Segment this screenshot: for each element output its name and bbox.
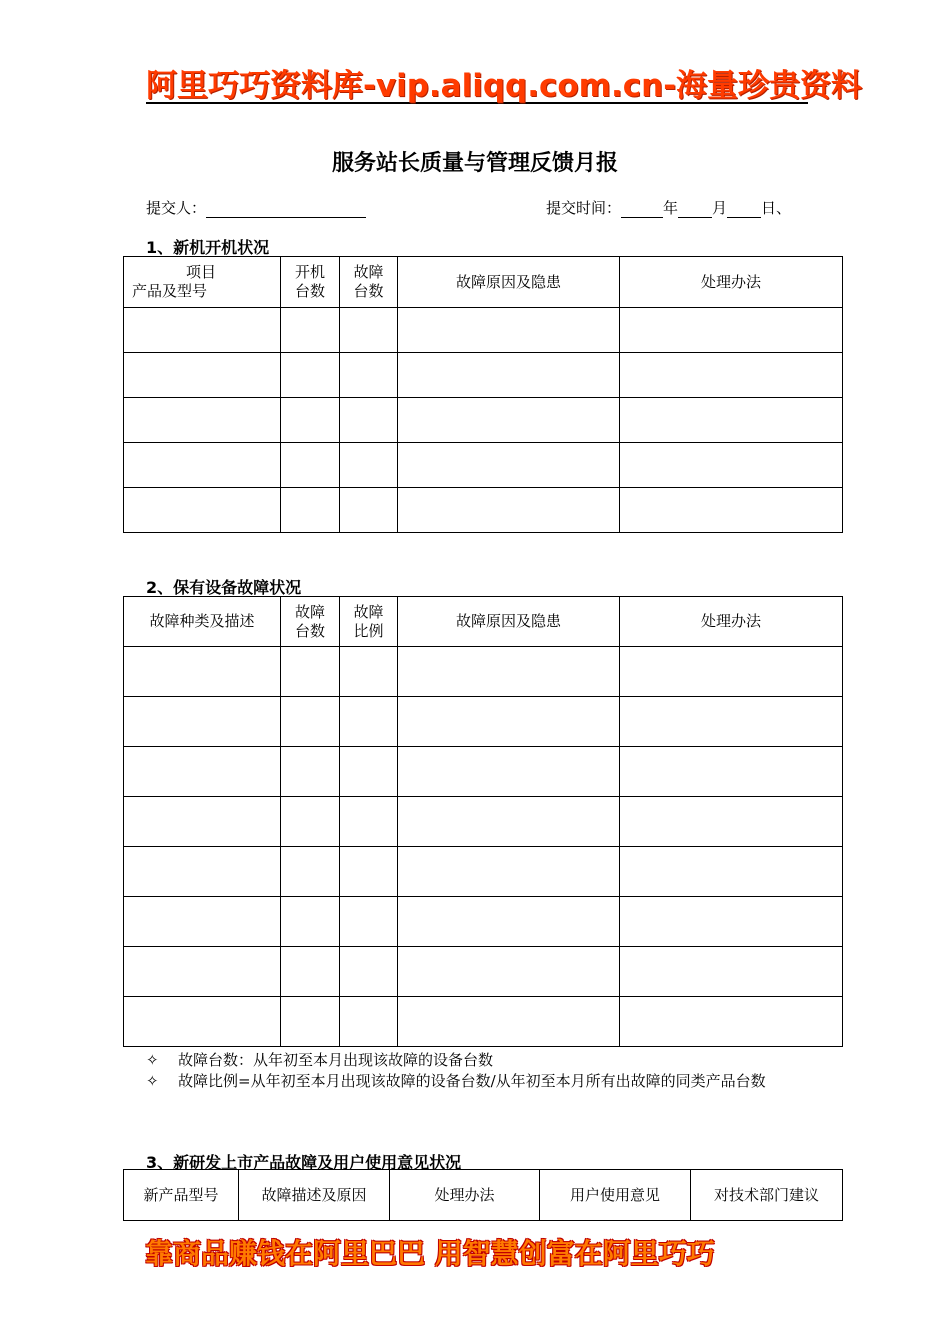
table-cell[interactable] [398,747,620,797]
header-fault-type: 故障种类及描述 [124,597,281,647]
section3-table [123,1169,843,1221]
month-blank[interactable] [678,203,712,218]
table-cell[interactable] [398,897,620,947]
section2-table [123,596,843,1047]
page-title: 服务站长质量与管理反馈月报 [331,151,618,176]
header-startup-l1: 开机 [294,263,325,281]
table-cell[interactable] [124,947,281,997]
bottom-banner: 靠商品赚钱在阿里巴巴 用智慧创富在阿里巧巧 [145,1237,715,1270]
table-cell[interactable] [124,353,281,398]
header-solution: 处理办法 [620,597,843,647]
table-row [124,443,843,488]
table-cell[interactable] [398,797,620,847]
table-cell[interactable] [620,797,843,847]
table-header-row [124,257,843,308]
table-row [124,398,843,443]
top-banner-text: 阿里巧巧资料库-vip.aliqq.com.cn-海量珍贵资料 [146,68,863,104]
header-fault-count-l2: 台数 [294,621,325,640]
table-cell[interactable] [281,847,340,897]
header-startup-l2: 台数 [294,282,325,300]
table-cell[interactable] [398,647,620,697]
table-row [124,947,843,997]
table-header-row [124,1170,843,1221]
table-cell[interactable] [620,398,843,443]
table-cell[interactable] [124,897,281,947]
table-cell[interactable] [281,997,340,1047]
table-cell[interactable] [620,847,843,897]
table-cell[interactable] [398,353,620,398]
section3-title: 3、新研发上市产品故障及用户使用意见状况 [146,1153,462,1172]
day-blank[interactable] [727,203,761,218]
table-cell[interactable] [620,697,843,747]
table-cell[interactable] [124,308,281,353]
note-text: 故障比例=从年初至本月出现该故障的设备台数/从年初至本月所有出故障的同类产品台数 [178,1072,766,1090]
table-cell[interactable] [124,398,281,443]
table-row [124,747,843,797]
header-new-model: 新产品型号 [124,1170,239,1221]
table-cell[interactable] [398,997,620,1047]
table-cell[interactable] [281,897,340,947]
table-cell[interactable] [620,997,843,1047]
table-row [124,353,843,398]
header-tech-suggestion: 对技术部门建议 [691,1170,843,1221]
table-cell[interactable] [340,398,398,443]
submit-time-field [546,197,791,218]
header-solution: 处理办法 [620,257,843,308]
top-banner [146,58,863,104]
table-cell[interactable] [398,443,620,488]
table-cell[interactable] [340,308,398,353]
table-cell[interactable] [124,847,281,897]
notes [146,1050,826,1092]
table-cell[interactable] [398,488,620,533]
header-fault-desc: 故障描述及原因 [239,1170,390,1221]
table-cell[interactable] [340,947,398,997]
diamond-bullet-icon: ✧ [146,1051,159,1069]
submitter-field [146,197,366,218]
table-cell[interactable] [124,997,281,1047]
table-cell[interactable] [281,308,340,353]
table-cell[interactable] [398,398,620,443]
table-cell[interactable] [620,897,843,947]
table-cell[interactable] [620,443,843,488]
table-cell[interactable] [340,847,398,897]
header-fault-count [281,597,340,647]
table-cell[interactable] [340,488,398,533]
table-cell[interactable] [398,697,620,747]
table-cell[interactable] [281,488,340,533]
table-cell[interactable] [124,647,281,697]
header-fault-ratio-l2: 比例 [353,621,384,640]
table-cell[interactable] [124,697,281,747]
note-fault-count [146,1050,826,1071]
table-cell[interactable] [340,997,398,1047]
table-row [124,997,843,1047]
header-fault-l1: 故障 [353,263,384,281]
header-product-label: 产品及型号 [132,282,208,300]
table-cell[interactable] [281,797,340,847]
table-row [124,847,843,897]
table-cell[interactable] [340,747,398,797]
table-cell[interactable] [281,353,340,398]
header-fault-count-l1: 故障 [294,602,325,621]
table-cell[interactable] [281,947,340,997]
header-solution: 处理办法 [390,1170,540,1221]
table-cell[interactable] [340,797,398,847]
header-item-product [124,257,281,308]
table-row [124,797,843,847]
table-cell[interactable] [281,747,340,797]
submitter-blank[interactable] [206,203,366,218]
header-startup-count [281,257,340,308]
table-cell[interactable] [340,647,398,697]
table-row [124,697,843,747]
table-cell[interactable] [124,443,281,488]
year-blank[interactable] [621,203,663,218]
table-cell[interactable] [620,488,843,533]
note-fault-ratio [146,1071,826,1092]
table-row [124,897,843,947]
day-label: 日、 [761,199,792,217]
table-cell[interactable] [620,308,843,353]
table-row [124,647,843,697]
month-label: 月 [712,199,728,217]
header-user-feedback: 用户使用意见 [540,1170,691,1221]
table-cell[interactable] [281,697,340,747]
header-fault-count [340,257,398,308]
note-text: 故障台数：从年初至本月出现该故障的设备台数 [178,1051,494,1069]
section1-table [123,256,843,533]
table-cell[interactable] [398,947,620,997]
header-fault-ratio [340,597,398,647]
table-cell[interactable] [340,353,398,398]
table-row [124,308,843,353]
table-cell[interactable] [620,353,843,398]
table-cell[interactable] [620,647,843,697]
header-item-label: 项目 [186,263,217,281]
table-cell[interactable] [620,947,843,997]
table-cell[interactable] [124,797,281,847]
header-fault-ratio-l1: 故障 [353,602,384,621]
table-cell[interactable] [620,747,843,797]
table-header-row [124,597,843,647]
submit-time-label: 提交时间： [546,199,622,217]
section1-title: 1、新机开机状况 [146,238,270,257]
table-cell[interactable] [124,488,281,533]
table-cell[interactable] [398,847,620,897]
section2-title: 2、保有设备故障状况 [146,578,302,597]
submitter-label: 提交人： [146,199,207,217]
table-cell[interactable] [340,697,398,747]
table-row [124,488,843,533]
table-cell[interactable] [281,647,340,697]
diamond-bullet-icon: ✧ [146,1072,159,1090]
table-cell[interactable] [340,443,398,488]
header-fault-cause: 故障原因及隐患 [398,257,620,308]
table-cell[interactable] [281,398,340,443]
table-cell[interactable] [281,443,340,488]
table-cell[interactable] [124,747,281,797]
year-label: 年 [663,199,679,217]
header-fault-l2: 台数 [353,282,384,300]
table-cell[interactable] [398,308,620,353]
header-fault-cause: 故障原因及隐患 [398,597,620,647]
table-cell[interactable] [340,897,398,947]
